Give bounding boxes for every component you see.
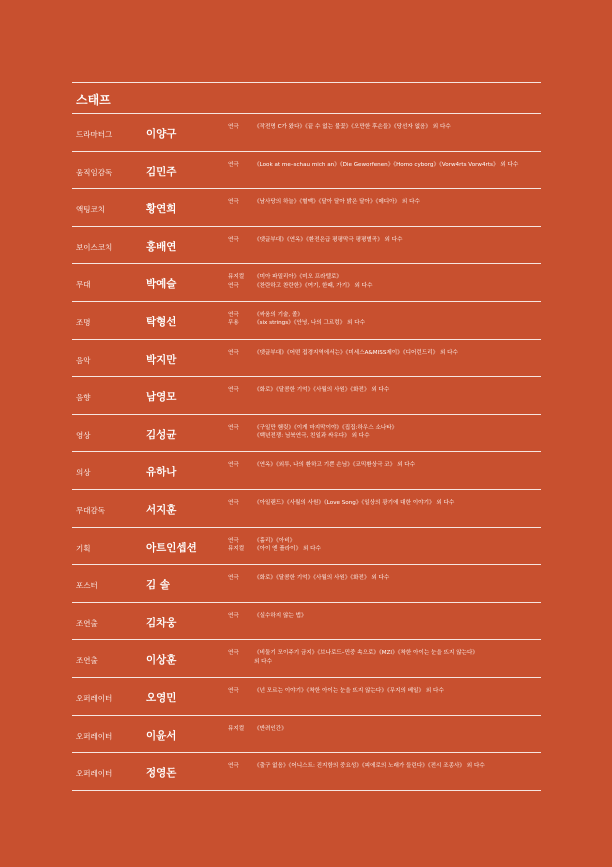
credit-line [228, 725, 541, 734]
credit-genre: 연극 [228, 763, 239, 770]
credit-works: 《홀리》《아비》 [254, 537, 296, 544]
credit-works: 《찬란하고 찬란한》《여기, 한때, 가기》 외 다수 [254, 282, 373, 289]
credit-line [228, 762, 541, 771]
staff-credits [228, 236, 541, 245]
staff-name: 김차웅 [146, 616, 177, 629]
credit-works: 《화로》《달콤한 기억》《사월의 사원》《화전》 외 다수 [254, 387, 390, 394]
staff-name: 이양구 [146, 128, 177, 140]
staff-row [72, 603, 541, 641]
staff-name: 서지훈 [146, 503, 177, 516]
credit-line [228, 537, 541, 546]
staff-name: 남영모 [146, 391, 177, 404]
credit-works: 《작전명 C가 왔다》《끝 수 없는 불꽃》《오만한 후손들》《당선자 없음》 외 다수 [254, 124, 451, 130]
credit-line [228, 311, 541, 320]
staff-credits [228, 198, 541, 207]
staff-row [72, 114, 541, 152]
credit-works: 《반려인간》 [254, 725, 287, 732]
staff-role: 보이스코치 [76, 242, 113, 252]
credit-works: 《싸움의 기술, 졸》 [254, 311, 303, 318]
credit-line [228, 649, 541, 658]
staff-role: 조명 [76, 317, 91, 327]
staff-credits [228, 537, 541, 554]
credit-works: 《Look at me–schau mich an》《Die Geworfenen》《Homo cyborg》《Vorw4rts Vorw4rts》 외 다수 [254, 161, 519, 168]
credit-works: 《넌 모르는 이야기》《착한 아이는 눈을 뜨지 않는다》《무지의 베일》 외 다수 [254, 687, 444, 694]
staff-role: 오퍼레이터 [76, 693, 113, 703]
credit-line [228, 282, 541, 291]
staff-name: 이윤서 [146, 729, 177, 742]
credit-line [228, 612, 541, 621]
credit-genre: 연극 [228, 424, 239, 431]
credit-works: 《구일만 햄릿》《이게 마지막이야》《집집:하우스 소나타》 [254, 424, 398, 431]
staff-row [72, 528, 541, 566]
staff-name: 유하나 [146, 466, 177, 479]
credit-genre: 연극 [228, 387, 239, 394]
staff-name: 황연희 [146, 203, 177, 216]
credit-line [228, 236, 541, 245]
staff-name: 정영돈 [146, 767, 177, 780]
credit-works: 《실수하지 않는 법》 [254, 612, 307, 619]
credit-line [228, 432, 541, 441]
staff-credits [228, 612, 541, 621]
staff-credits [228, 461, 541, 470]
staff-row [72, 415, 541, 453]
staff-row [72, 227, 541, 265]
credit-genre: 뮤지컬 [228, 546, 245, 553]
staff-credits [228, 161, 541, 170]
credit-line [228, 273, 541, 282]
credit-genre: 연극 [228, 124, 239, 130]
staff-credits [228, 123, 541, 132]
staff-credits [228, 687, 541, 696]
staff-list [72, 114, 541, 791]
staff-name: 박지만 [146, 353, 177, 366]
staff-row [72, 716, 541, 754]
staff-name: 김 솔 [146, 579, 170, 592]
credit-line [228, 386, 541, 395]
credit-genre [228, 432, 254, 441]
staff-credits [228, 762, 541, 771]
staff-role: 포스터 [76, 581, 98, 591]
credit-line [228, 658, 541, 667]
staff-row [72, 340, 541, 378]
credit-line [228, 319, 541, 328]
credit-genre: 연극 [228, 161, 239, 168]
credit-genre: 연극 [228, 282, 239, 289]
credit-genre: 연극 [228, 612, 239, 619]
staff-name: 오영민 [146, 691, 177, 704]
staff-name: 홍배연 [146, 240, 177, 253]
staff-name: 김성균 [146, 428, 177, 441]
credit-works: 《비둘기 모이주기 금지》《브나로드–민중 속으로》《MZI》《착한 아이는 눈을 뜨지 않는다》 [254, 650, 479, 657]
credit-genre: 연극 [228, 199, 239, 206]
staff-row [72, 189, 541, 227]
staff-role: 음향 [76, 393, 91, 403]
staff-role: 영상 [76, 430, 91, 440]
staff-name: 김민주 [146, 165, 177, 178]
credit-line [228, 545, 541, 554]
credit-works: 《연옥》《외투, 나의 환하고 기쁜 손님》《코믹환상극 코》 외 다수 [254, 462, 416, 469]
credit-works: 《백년전쟁: 님북연극, 친일과 싸우다》 외 다수 [254, 433, 370, 440]
staff-role: 움직임감독 [76, 167, 113, 177]
staff-credits-page [72, 82, 541, 791]
credit-works: 《아이 엔 플라이》 외 다수 [254, 546, 321, 553]
credit-genre: 뮤지컬 [228, 725, 245, 732]
staff-credits [228, 574, 541, 583]
staff-name: 탁형선 [146, 315, 177, 328]
credit-genre: 연극 [228, 462, 239, 469]
credit-line [228, 499, 541, 508]
staff-row [72, 302, 541, 340]
credit-works: 《출구 없음》《어니스트: 진지함의 중요성》《피에로의 노래가 들린다》《전시 조종사》 외 다수 [254, 763, 485, 770]
staff-credits [228, 386, 541, 395]
credit-genre: 뮤지컬 [228, 274, 245, 281]
credit-line [228, 687, 541, 696]
staff-role: 음악 [76, 355, 91, 365]
staff-role: 무대감독 [76, 505, 105, 515]
staff-row [72, 565, 541, 603]
staff-name: 이상훈 [146, 654, 177, 667]
staff-role: 액팅코치 [76, 205, 105, 215]
staff-credits [228, 649, 541, 666]
credit-works: 《six strings》《안녕, 나의 그르렁》 외 다수 [254, 320, 366, 327]
credit-genre: 연극 [228, 537, 239, 544]
staff-credits [228, 311, 541, 328]
section-title: 스태프 [72, 83, 541, 114]
staff-role: 조연출 [76, 656, 98, 666]
credit-works: 《댓글부대》《어떤 접경지역에서는》《미세스A&MISS제이》《디어런드리》 외 다수 [254, 349, 458, 356]
credit-line [228, 123, 541, 132]
credit-genre [228, 658, 254, 667]
staff-row [72, 264, 541, 302]
staff-row [72, 452, 541, 490]
staff-row [72, 678, 541, 716]
staff-role: 조연출 [76, 618, 98, 628]
staff-row [72, 490, 541, 528]
credit-line [228, 424, 541, 433]
credit-genre: 연극 [228, 349, 239, 356]
credit-works: 《아일랜드》《사월의 사원》《Love Song》《일상의 광기에 대한 이야기》 외 다수 [254, 499, 455, 506]
credit-works: 《미아 파밀리아》《미오 프라텔로》 [254, 274, 342, 281]
credit-line [228, 198, 541, 207]
staff-credits [228, 349, 541, 358]
credit-line [228, 461, 541, 470]
credit-line [228, 349, 541, 358]
staff-row [72, 753, 541, 791]
staff-name: 아트인셉션 [146, 541, 197, 554]
credit-works: 《댓글부대》《연옥》《환전은급 평평막극 평평별곡》 외 다수 [254, 236, 403, 243]
staff-credits [228, 273, 541, 290]
staff-row [72, 640, 541, 678]
credit-line [228, 574, 541, 583]
credit-genre: 연극 [228, 311, 239, 318]
credit-genre: 연극 [228, 650, 239, 657]
staff-credits [228, 499, 541, 508]
staff-role: 드라마터그 [76, 130, 113, 139]
credit-works: 《화로》《달콤한 기억》《사월의 사원》《화전》 외 다수 [254, 575, 390, 582]
credit-genre: 연극 [228, 575, 239, 582]
staff-role: 오퍼레이터 [76, 731, 113, 741]
staff-row [72, 152, 541, 190]
credit-genre: 무용 [228, 320, 239, 327]
credit-works: 외 다수 [254, 658, 272, 665]
staff-name: 박예슬 [146, 278, 177, 291]
credit-works: 《남사당의 하늘》《혈맥》《달아 달아 밝은 달아》《메디아》 외 다수 [254, 199, 420, 206]
credit-genre: 연극 [228, 499, 239, 506]
staff-row [72, 377, 541, 415]
staff-role: 오퍼레이터 [76, 769, 113, 779]
staff-credits [228, 725, 541, 734]
staff-credits [228, 424, 541, 441]
staff-role: 의상 [76, 468, 91, 478]
staff-role: 기획 [76, 543, 91, 553]
credit-genre: 연극 [228, 236, 239, 243]
staff-role: 무대 [76, 280, 91, 290]
credit-genre: 연극 [228, 687, 239, 694]
credit-line [228, 161, 541, 170]
